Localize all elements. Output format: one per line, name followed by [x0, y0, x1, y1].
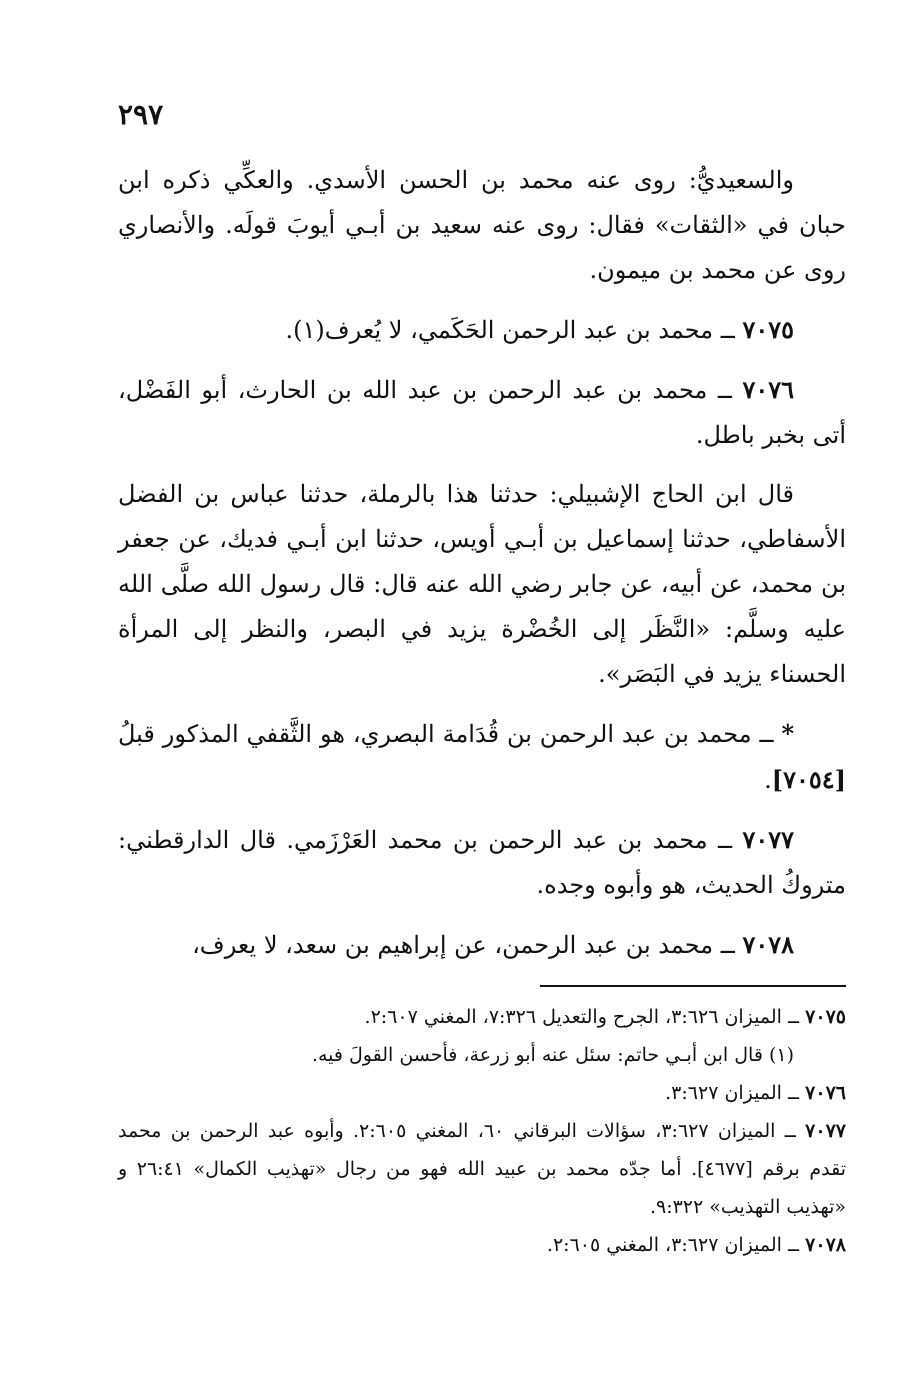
entry-number: ٧٠٧٦ — [742, 375, 794, 404]
footnote-1: (١) قال ابن أبـي حاتم: سئل عنه أبو زرعة، فأحسن القولَ فيه. — [311, 1044, 794, 1066]
main-text — [118, 158, 846, 982]
footnote-text: ــ الميزان ٣:٦٢٦، الجرح والتعديل ٧:٣٢٦، المغني ٢:٦٠٧. — [364, 1006, 806, 1028]
entry-7077 — [118, 817, 846, 908]
entry-number: ٧٠٧٨ — [742, 930, 794, 959]
footnote-text: ــ الميزان ٣:٦٢٧. — [665, 1082, 806, 1104]
footnote-7075 — [118, 998, 846, 1036]
footnote-7077 — [118, 1112, 846, 1226]
page-number: ٢٩٧ — [118, 98, 164, 131]
footnote-7076 — [118, 1074, 846, 1112]
entry-number: ٧٠٧٧ — [742, 825, 794, 854]
entry-7075 — [118, 307, 846, 353]
paragraph-hadith: قال ابن الحاج الإشبيلي: حدثنا هذا بالرملة، حدثنا عباس بن الفضل الأسفاطي، حدثنا إسماعيل بن أبـي أويس، حدثنا ابن أبـي فديك، عن جعفر بن محمد، عن أبيه، عن جابر رضي الله عنه قال: قال رسول الله صلَّى الله عليه وسلَّم: «النَّظَر إلى الخُضْرة يزيد في البصر، والنظر إلى المرأة الحسناء يزيد في البَصَر». — [118, 480, 846, 688]
entry-text: ــ محمد بن عبد الرحمن بن قُدَامة البصري، هو الثَّقفي المذكور قبلُ — [118, 720, 782, 748]
footnotes — [118, 998, 846, 1264]
footnote-divider — [540, 985, 846, 987]
footnote-number: ٧٠٧٥ — [805, 1006, 846, 1028]
footnote-text: ــ الميزان ٣:٦٢٧، المغني ٢:٦٠٥. — [546, 1234, 806, 1256]
entry-end: . — [764, 766, 772, 794]
entry-cross-reference — [118, 711, 846, 803]
asterisk-marker: * — [781, 719, 794, 748]
entry-7076 — [118, 367, 846, 458]
cross-reference-number: [٧٠٥٤] — [771, 765, 846, 794]
footnote-number: ٧٠٧٧ — [805, 1120, 846, 1142]
footnote-number: ٧٠٧٨ — [805, 1234, 846, 1256]
entry-7078 — [118, 922, 846, 968]
paragraph-intro: والسعيديُّ: روى عنه محمد بن الحسن الأسدي. والعكِّي ذكره ابن حبان في «الثقات» فقال: روى عنه سعيد بن أبـي أيوبَ قولَه. والأنصاري روى عن محمد بن ميمون. — [118, 166, 846, 284]
entry-text: ــ محمد بن عبد الرحمن الحَكَمي، لا يُعرف(١). — [285, 316, 743, 344]
entry-text: ــ محمد بن عبد الرحمن، عن إبراهيم بن سعد، لا يعرف، — [192, 931, 743, 959]
footnote-number: ٧٠٧٦ — [805, 1082, 846, 1104]
entry-text: ــ محمد بن عبد الرحمن بن محمد العَرْزَمي. قال الدارقطني: متروكُ الحديث، هو وأبوه وجده. — [118, 826, 846, 899]
entry-number: ٧٠٧٥ — [742, 315, 794, 344]
footnote-text: ــ الميزان ٣:٦٢٧، سؤالات البرقاني ٦٠، المغني ٢:٦٠٥. وأبوه عبد الرحمن بن محمد تقدم برقم [٤٦٧٧]. أما جدّه محمد بن عبيد الله فهو من رجال «تهذيب الكمال» ٢٦:٤١ و «تهذيب التهذيب» ٩:٣٢٢. — [118, 1120, 846, 1218]
entry-text: ــ محمد بن عبد الرحمن بن عبد الله بن الحارث، أبو الفَضْل، أتى بخبر باطل. — [118, 376, 846, 449]
footnote-7078 — [118, 1226, 846, 1264]
